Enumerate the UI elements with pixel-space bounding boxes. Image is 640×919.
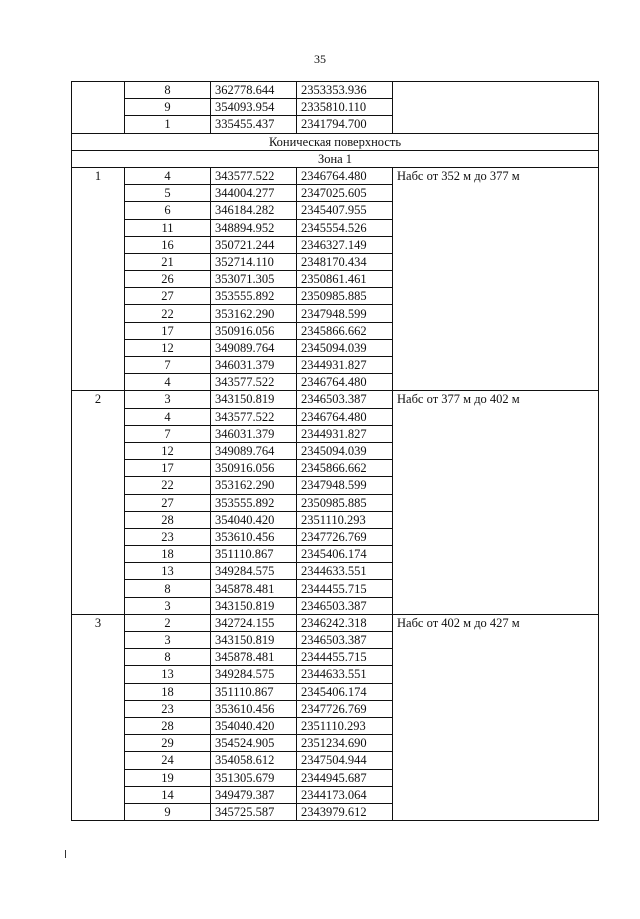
x-coordinate-cell: 349284.575 <box>211 666 297 683</box>
point-number-cell: 3 <box>125 632 211 649</box>
x-coordinate-cell: 343150.819 <box>211 632 297 649</box>
point-number-cell: 2 <box>125 614 211 631</box>
x-coordinate-cell: 346184.282 <box>211 202 297 219</box>
table-row <box>72 167 599 184</box>
point-number-cell: 23 <box>125 528 211 545</box>
point-number-cell: 23 <box>125 700 211 717</box>
x-coordinate-cell: 342724.155 <box>211 614 297 631</box>
y-coordinate-cell: 2343979.612 <box>297 803 393 820</box>
x-coordinate-cell: 353162.290 <box>211 305 297 322</box>
zone-title-row <box>72 150 599 167</box>
y-coordinate-cell: 2345554.526 <box>297 219 393 236</box>
table-row <box>72 391 599 408</box>
height-range-cell: Набс от 352 м до 377 м <box>393 167 599 390</box>
x-coordinate-cell: 343150.819 <box>211 597 297 614</box>
y-coordinate-cell: 2345866.662 <box>297 460 393 477</box>
x-coordinate-cell: 354093.954 <box>211 99 297 116</box>
point-number-cell: 27 <box>125 494 211 511</box>
point-number-cell: 9 <box>125 803 211 820</box>
x-coordinate-cell: 350916.056 <box>211 460 297 477</box>
y-coordinate-cell: 2346764.480 <box>297 167 393 184</box>
section-title-row <box>72 133 599 150</box>
y-coordinate-cell: 2346503.387 <box>297 597 393 614</box>
x-coordinate-cell: 349089.764 <box>211 442 297 459</box>
point-number-cell: 18 <box>125 546 211 563</box>
height-cell <box>393 82 599 134</box>
y-coordinate-cell: 2353353.936 <box>297 82 393 99</box>
x-coordinate-cell: 353071.305 <box>211 271 297 288</box>
x-coordinate-cell: 345878.481 <box>211 580 297 597</box>
x-coordinate-cell: 350916.056 <box>211 322 297 339</box>
point-number-cell: 26 <box>125 271 211 288</box>
y-coordinate-cell: 2345407.955 <box>297 202 393 219</box>
y-coordinate-cell: 2351110.293 <box>297 511 393 528</box>
point-number-cell: 13 <box>125 666 211 683</box>
y-coordinate-cell: 2345094.039 <box>297 442 393 459</box>
point-number-cell: 12 <box>125 442 211 459</box>
x-coordinate-cell: 343577.522 <box>211 374 297 391</box>
point-number-cell: 19 <box>125 769 211 786</box>
height-range-cell: Набс от 377 м до 402 м <box>393 391 599 614</box>
y-coordinate-cell: 2347726.769 <box>297 700 393 717</box>
y-coordinate-cell: 2344931.827 <box>297 425 393 442</box>
point-number-cell: 7 <box>125 425 211 442</box>
y-coordinate-cell: 2347504.944 <box>297 752 393 769</box>
x-coordinate-cell: 350721.244 <box>211 236 297 253</box>
y-coordinate-cell: 2344945.687 <box>297 769 393 786</box>
point-number-cell: 28 <box>125 717 211 734</box>
y-coordinate-cell: 2351234.690 <box>297 735 393 752</box>
y-coordinate-cell: 2347948.599 <box>297 477 393 494</box>
x-coordinate-cell: 353162.290 <box>211 477 297 494</box>
point-number-cell: 17 <box>125 322 211 339</box>
point-number-cell: 27 <box>125 288 211 305</box>
x-coordinate-cell: 353555.892 <box>211 494 297 511</box>
point-number-cell: 1 <box>125 116 211 133</box>
scan-mark <box>65 850 66 858</box>
x-coordinate-cell: 353610.456 <box>211 528 297 545</box>
y-coordinate-cell: 2350985.885 <box>297 288 393 305</box>
point-number-cell: 4 <box>125 408 211 425</box>
x-coordinate-cell: 345725.587 <box>211 803 297 820</box>
point-number-cell: 28 <box>125 511 211 528</box>
point-number-cell: 22 <box>125 477 211 494</box>
point-number-cell: 13 <box>125 563 211 580</box>
y-coordinate-cell: 2341794.700 <box>297 116 393 133</box>
point-number-cell: 5 <box>125 185 211 202</box>
zone-title: Зона 1 <box>72 150 599 167</box>
x-coordinate-cell: 362778.644 <box>211 82 297 99</box>
y-coordinate-cell: 2351110.293 <box>297 717 393 734</box>
table-row <box>72 614 599 631</box>
point-number-cell: 12 <box>125 339 211 356</box>
x-coordinate-cell: 348894.952 <box>211 219 297 236</box>
point-number-cell: 8 <box>125 82 211 99</box>
point-number-cell: 3 <box>125 597 211 614</box>
zone-cell <box>72 82 125 134</box>
y-coordinate-cell: 2344931.827 <box>297 357 393 374</box>
point-number-cell: 3 <box>125 391 211 408</box>
y-coordinate-cell: 2344173.064 <box>297 786 393 803</box>
point-number-cell: 4 <box>125 167 211 184</box>
x-coordinate-cell: 349089.764 <box>211 339 297 356</box>
height-range-cell: Набс от 402 м до 427 м <box>393 614 599 820</box>
y-coordinate-cell: 2348170.434 <box>297 253 393 270</box>
point-number-cell: 6 <box>125 202 211 219</box>
y-coordinate-cell: 2345406.174 <box>297 683 393 700</box>
point-number-cell: 24 <box>125 752 211 769</box>
x-coordinate-cell: 352714.110 <box>211 253 297 270</box>
x-coordinate-cell: 346031.379 <box>211 425 297 442</box>
point-number-cell: 29 <box>125 735 211 752</box>
x-coordinate-cell: 351110.867 <box>211 546 297 563</box>
y-coordinate-cell: 2346242.318 <box>297 614 393 631</box>
point-number-cell: 11 <box>125 219 211 236</box>
x-coordinate-cell: 343577.522 <box>211 408 297 425</box>
x-coordinate-cell: 351305.679 <box>211 769 297 786</box>
x-coordinate-cell: 353610.456 <box>211 700 297 717</box>
group-id-cell: 2 <box>72 391 125 614</box>
y-coordinate-cell: 2345094.039 <box>297 339 393 356</box>
y-coordinate-cell: 2346764.480 <box>297 374 393 391</box>
y-coordinate-cell: 2347025.605 <box>297 185 393 202</box>
y-coordinate-cell: 2346503.387 <box>297 391 393 408</box>
point-number-cell: 4 <box>125 374 211 391</box>
point-number-cell: 8 <box>125 649 211 666</box>
y-coordinate-cell: 2345866.662 <box>297 322 393 339</box>
point-number-cell: 7 <box>125 357 211 374</box>
y-coordinate-cell: 2344633.551 <box>297 563 393 580</box>
y-coordinate-cell: 2335810.110 <box>297 99 393 116</box>
point-number-cell: 8 <box>125 580 211 597</box>
coordinates-table <box>71 81 599 821</box>
x-coordinate-cell: 346031.379 <box>211 357 297 374</box>
y-coordinate-cell: 2346503.387 <box>297 632 393 649</box>
point-number-cell: 16 <box>125 236 211 253</box>
y-coordinate-cell: 2344633.551 <box>297 666 393 683</box>
y-coordinate-cell: 2345406.174 <box>297 546 393 563</box>
x-coordinate-cell: 354524.905 <box>211 735 297 752</box>
page-number: 35 <box>314 52 326 66</box>
group-id-cell: 1 <box>72 167 125 390</box>
x-coordinate-cell: 354040.420 <box>211 511 297 528</box>
y-coordinate-cell: 2347726.769 <box>297 528 393 545</box>
x-coordinate-cell: 349479.387 <box>211 786 297 803</box>
x-coordinate-cell: 335455.437 <box>211 116 297 133</box>
table-row <box>72 82 599 99</box>
y-coordinate-cell: 2350985.885 <box>297 494 393 511</box>
y-coordinate-cell: 2350861.461 <box>297 271 393 288</box>
point-number-cell: 21 <box>125 253 211 270</box>
x-coordinate-cell: 353555.892 <box>211 288 297 305</box>
x-coordinate-cell: 354040.420 <box>211 717 297 734</box>
x-coordinate-cell: 349284.575 <box>211 563 297 580</box>
point-number-cell: 14 <box>125 786 211 803</box>
coordinates-table-body <box>72 82 599 821</box>
x-coordinate-cell: 343577.522 <box>211 167 297 184</box>
x-coordinate-cell: 345878.481 <box>211 649 297 666</box>
x-coordinate-cell: 351110.867 <box>211 683 297 700</box>
x-coordinate-cell: 344004.277 <box>211 185 297 202</box>
y-coordinate-cell: 2347948.599 <box>297 305 393 322</box>
point-number-cell: 22 <box>125 305 211 322</box>
point-number-cell: 18 <box>125 683 211 700</box>
group-id-cell: 3 <box>72 614 125 820</box>
point-number-cell: 9 <box>125 99 211 116</box>
y-coordinate-cell: 2346327.149 <box>297 236 393 253</box>
y-coordinate-cell: 2344455.715 <box>297 580 393 597</box>
y-coordinate-cell: 2344455.715 <box>297 649 393 666</box>
point-number-cell: 17 <box>125 460 211 477</box>
x-coordinate-cell: 343150.819 <box>211 391 297 408</box>
x-coordinate-cell: 354058.612 <box>211 752 297 769</box>
y-coordinate-cell: 2346764.480 <box>297 408 393 425</box>
section-title: Коническая поверхность <box>72 133 599 150</box>
